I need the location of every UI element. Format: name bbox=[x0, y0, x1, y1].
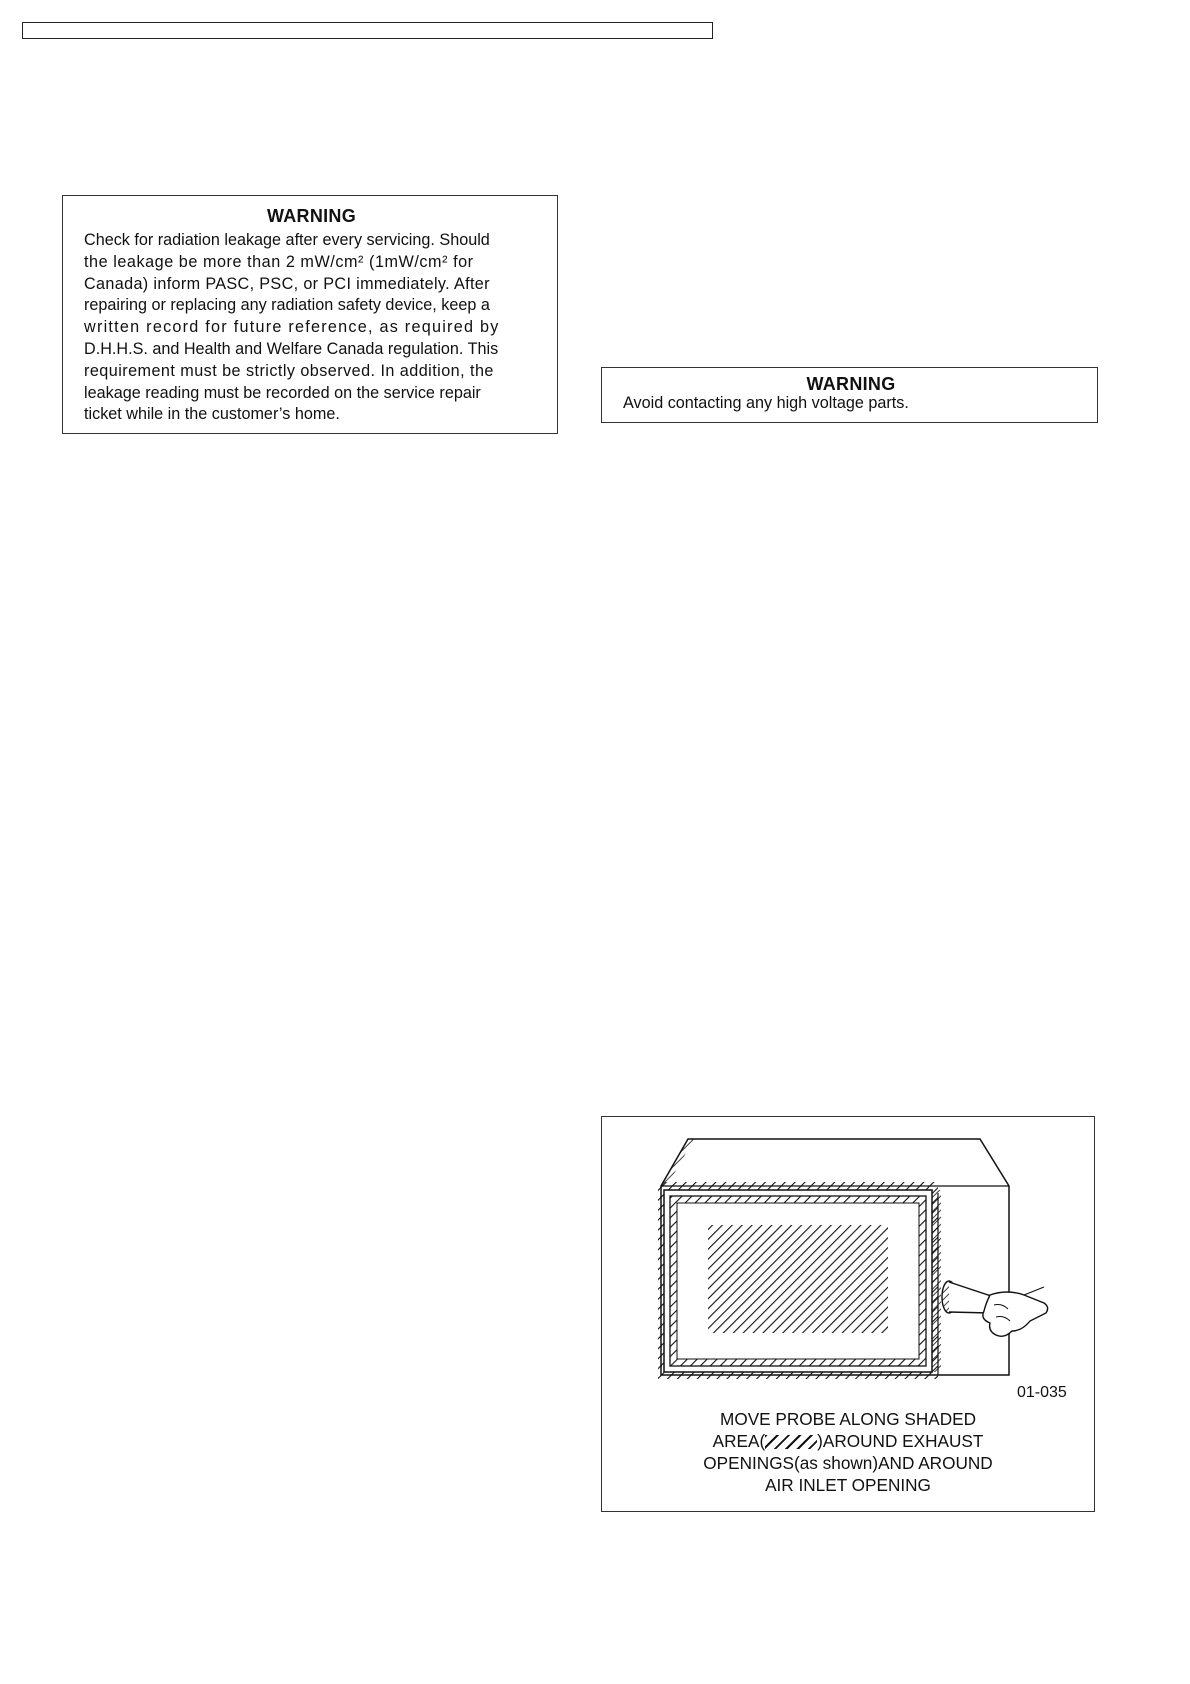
warning-line: Canada) inform PASC, PSC, or PCI immediately. After bbox=[84, 274, 490, 293]
warning-body bbox=[84, 230, 539, 426]
high-voltage-warning-box bbox=[601, 367, 1098, 423]
figure-code: 01-035 bbox=[1017, 1384, 1067, 1401]
warning-line: repairing or replacing any radiation safety device, keep a bbox=[84, 296, 490, 315]
leakage-test-figure bbox=[601, 1116, 1095, 1512]
warning-line: the leakage be more than 2 mW/cm² (1mW/cm² for bbox=[84, 252, 474, 271]
warning-line: ticket while in the customer’s home. bbox=[84, 405, 340, 424]
caption-line: AIR INLET OPENING bbox=[765, 1475, 931, 1495]
caption-part: AREA( bbox=[712, 1431, 766, 1451]
caption-line: OPENINGS(as shown)AND AROUND bbox=[703, 1453, 993, 1473]
warning-body: Avoid contacting any high voltage parts. bbox=[623, 394, 909, 412]
hatch-swatch-icon bbox=[765, 1435, 817, 1449]
warning-title: WARNING bbox=[806, 374, 896, 394]
probe-hand-illustration bbox=[942, 1281, 1048, 1336]
warning-line: requirement must be strictly observed. In addition, the bbox=[84, 361, 494, 380]
warning-line: Check for radiation leakage after every servicing. Should bbox=[84, 231, 490, 249]
page-header-bar bbox=[22, 22, 713, 39]
caption-line: MOVE PROBE ALONG SHADED bbox=[720, 1409, 976, 1429]
warning-line: D.H.H.S. and Health and Welfare Canada regulation. This bbox=[84, 339, 499, 358]
warning-line: written record for future reference, as required by bbox=[84, 318, 500, 337]
caption-part: )AROUND EXHAUST bbox=[817, 1431, 984, 1451]
warning-title: WARNING bbox=[266, 206, 357, 226]
caption-line bbox=[602, 1430, 1094, 1452]
radiation-warning-box bbox=[62, 195, 558, 434]
warning-line: leakage reading must be recorded on the service repair bbox=[84, 383, 481, 402]
figure-caption bbox=[602, 1408, 1094, 1496]
